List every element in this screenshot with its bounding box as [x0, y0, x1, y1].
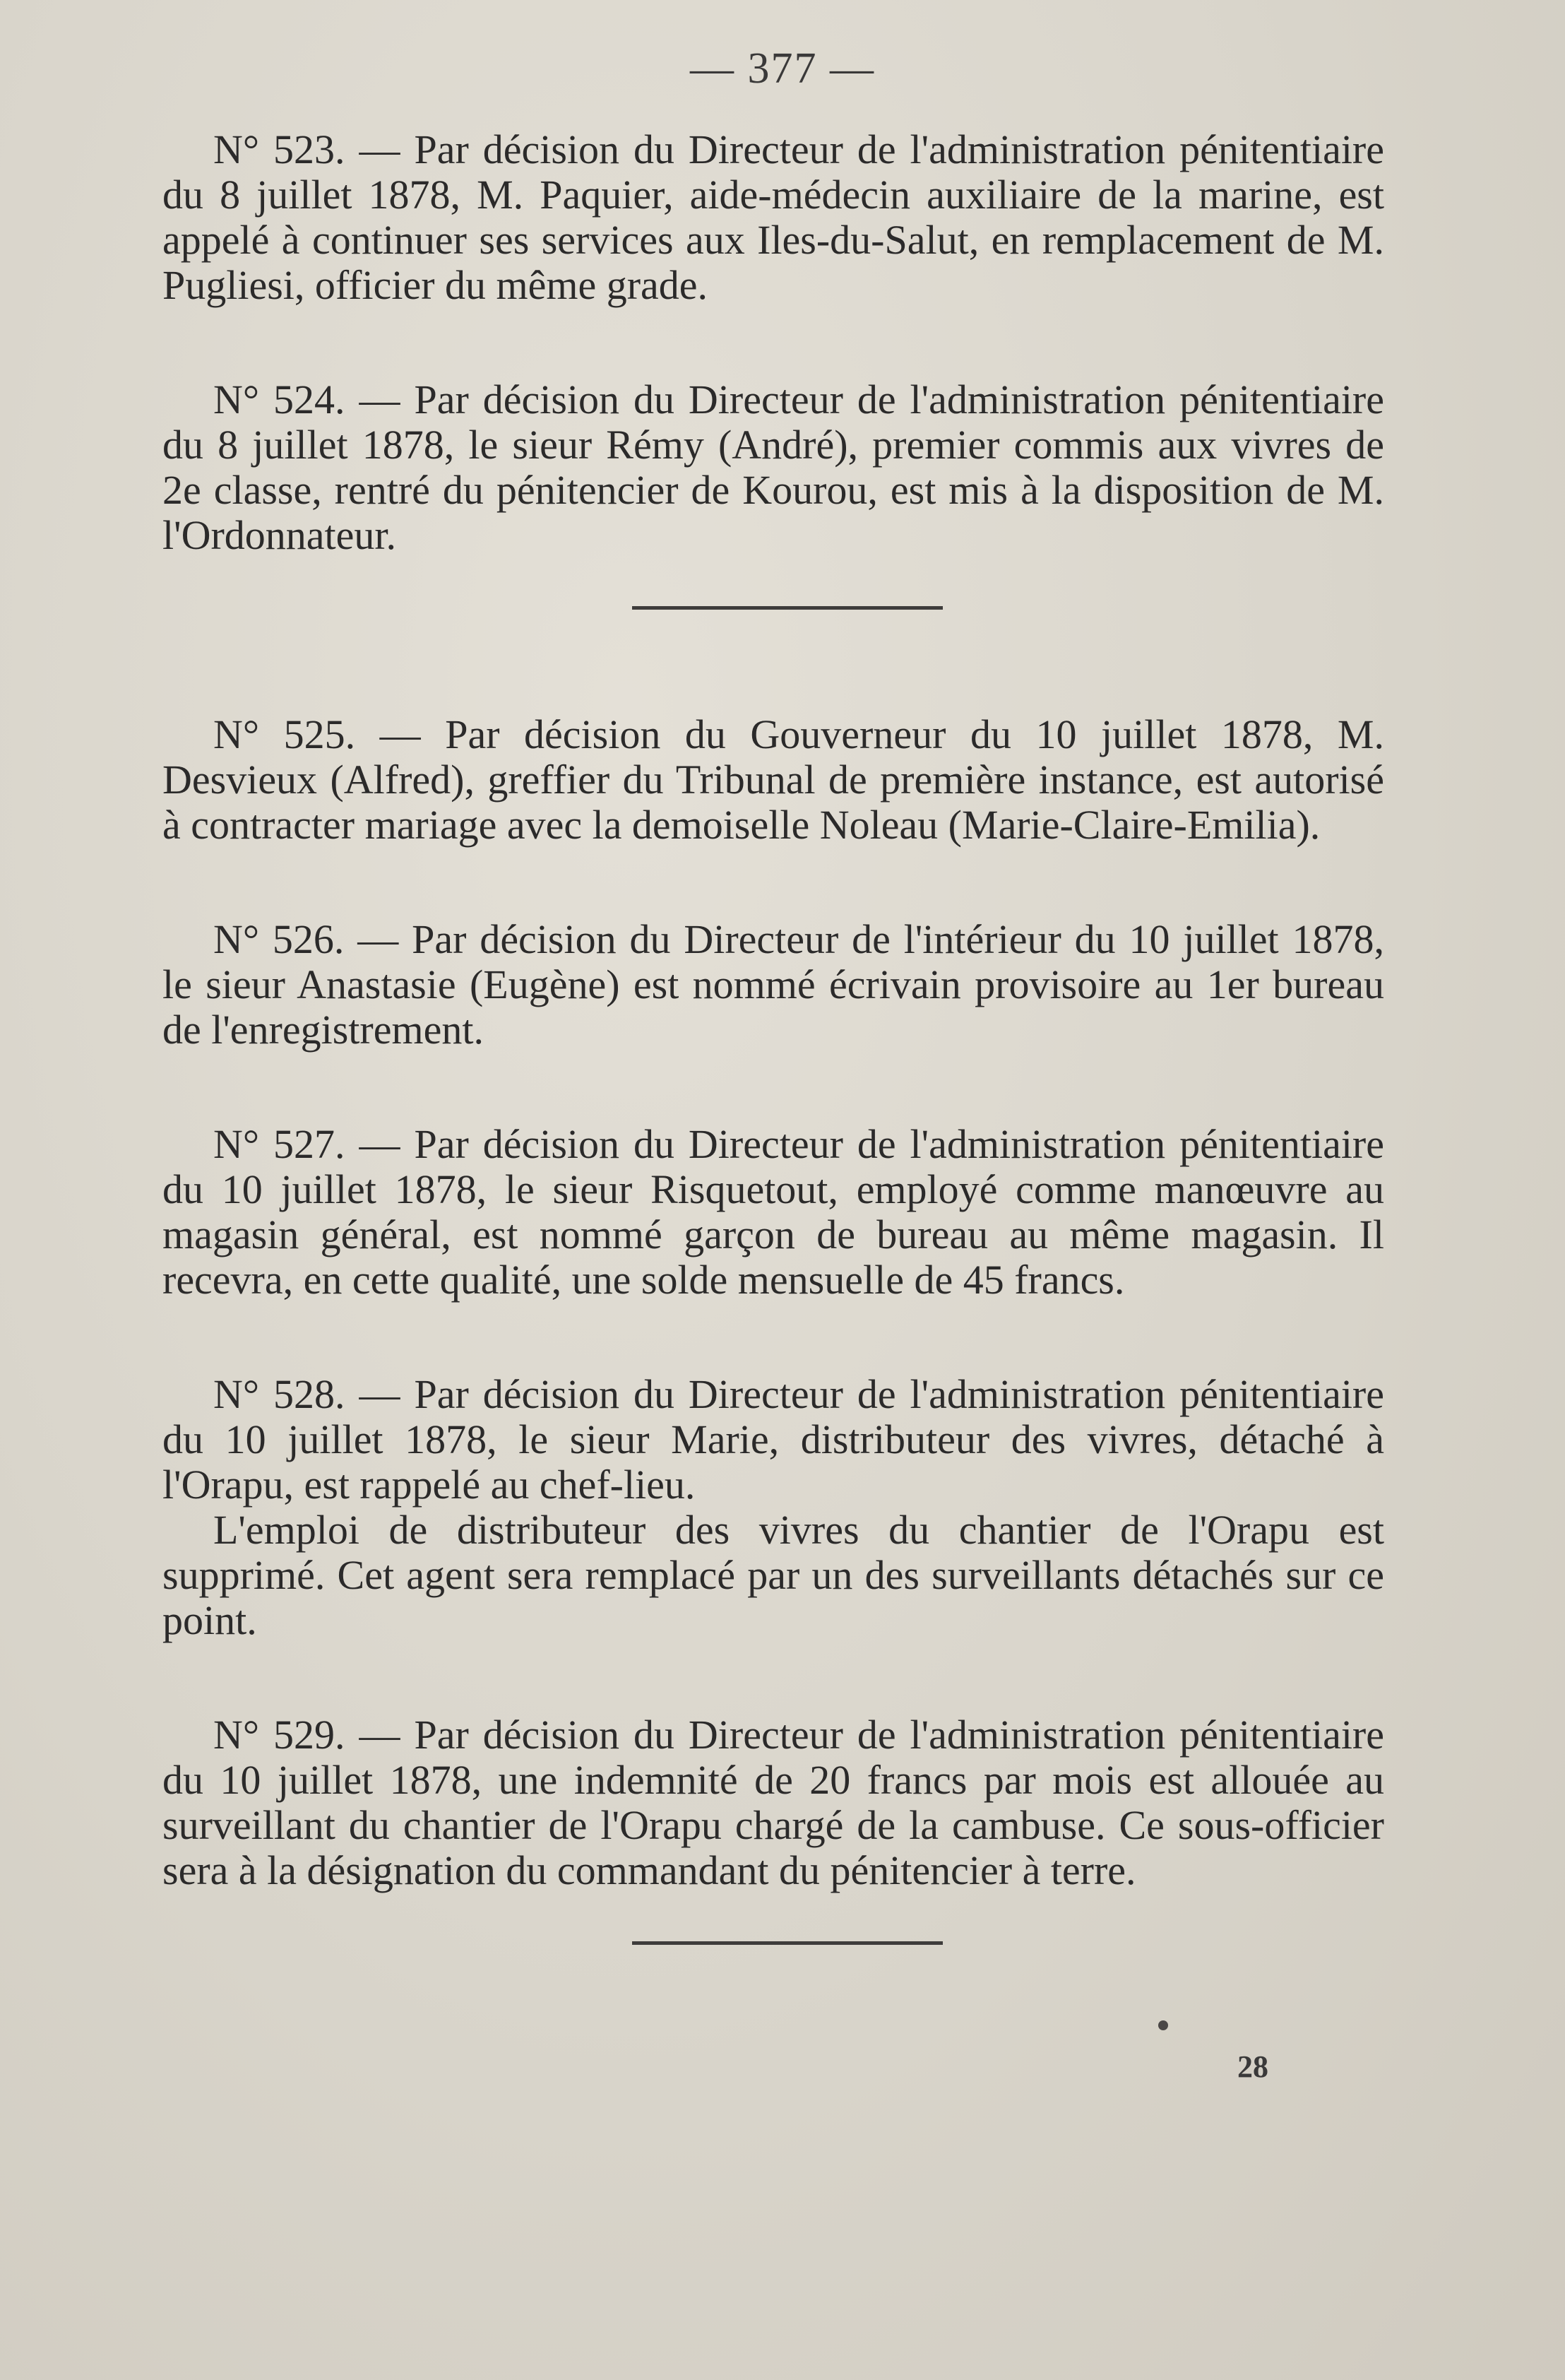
entry-528	[162, 1372, 1384, 1643]
entry-525	[162, 712, 1384, 848]
entry-526	[162, 917, 1384, 1053]
ink-speck	[1158, 2020, 1168, 2030]
entry-529	[162, 1712, 1384, 1893]
entry-paragraph: N° 523. — Par décision du Directeur de l'administration pénitentiaire du 8 juillet 1878, M. Paquier, aide-médecin auxiliaire de la marine, est appelé à continuer ses services aux Iles-du-Salut, en remplacement de M. Pugliesi, officier du même grade.	[162, 126, 1384, 308]
section-divider	[632, 606, 943, 610]
entry-paragraph: N° 526. — Par décision du Directeur de l'intérieur du 10 juillet 1878, le sieur Anastasie (Eugène) est nommé écrivain provisoire au 1er bureau de l'enregistrement.	[162, 916, 1384, 1053]
section-divider	[632, 1941, 943, 1945]
entry-paragraph: L'emploi de distributeur des vivres du chantier de l'Orapu est supprimé. Cet agent sera remplacé par un des surveillants détachés sur ce point.	[162, 1507, 1384, 1643]
entry-523	[162, 127, 1384, 308]
entry-527	[162, 1122, 1384, 1303]
entry-524	[162, 377, 1384, 558]
document-body	[162, 127, 1384, 1945]
entry-paragraph: N° 525. — Par décision du Gouverneur du 10 juillet 1878, M. Desvieux (Alfred), greffier du Tribunal de première instance, est autorisé à contracter mariage avec la demoiselle Noleau (Marie-Claire-Emilia).	[162, 711, 1384, 848]
entry-paragraph: N° 529. — Par décision du Directeur de l'administration pénitentiaire du 10 juillet 1878, une indemnité de 20 francs par mois est allouée au surveillant du chantier de l'Orapu chargé de la cambuse. Ce sous-officier sera à la désignation du commandant du pénitencier à terre.	[162, 1712, 1384, 1893]
entry-paragraph: N° 527. — Par décision du Directeur de l'administration pénitentiaire du 10 juillet 1878, le sieur Risquetout, employé comme manœuvre au magasin général, est nommé garçon de bureau au même magasin. Il recevra, en cette qualité, une solde mensuelle de 45 francs.	[162, 1121, 1384, 1303]
entry-paragraph: N° 524. — Par décision du Directeur de l'administration pénitentiaire du 8 juillet 1878, le sieur Rémy (André), premier commis aux vivres de 2e classe, rentré du pénitencier de Kourou, est mis à la disposition de M. l'Ordonnateur.	[162, 377, 1384, 558]
signature-mark: 28	[1237, 2049, 1268, 2084]
page-number: — 377 —	[690, 45, 875, 93]
entry-paragraph: N° 528. — Par décision du Directeur de l'administration pénitentiaire du 10 juillet 1878, le sieur Marie, distributeur des vivres, détaché à l'Orapu, est rappelé au chef-lieu.	[162, 1371, 1384, 1508]
